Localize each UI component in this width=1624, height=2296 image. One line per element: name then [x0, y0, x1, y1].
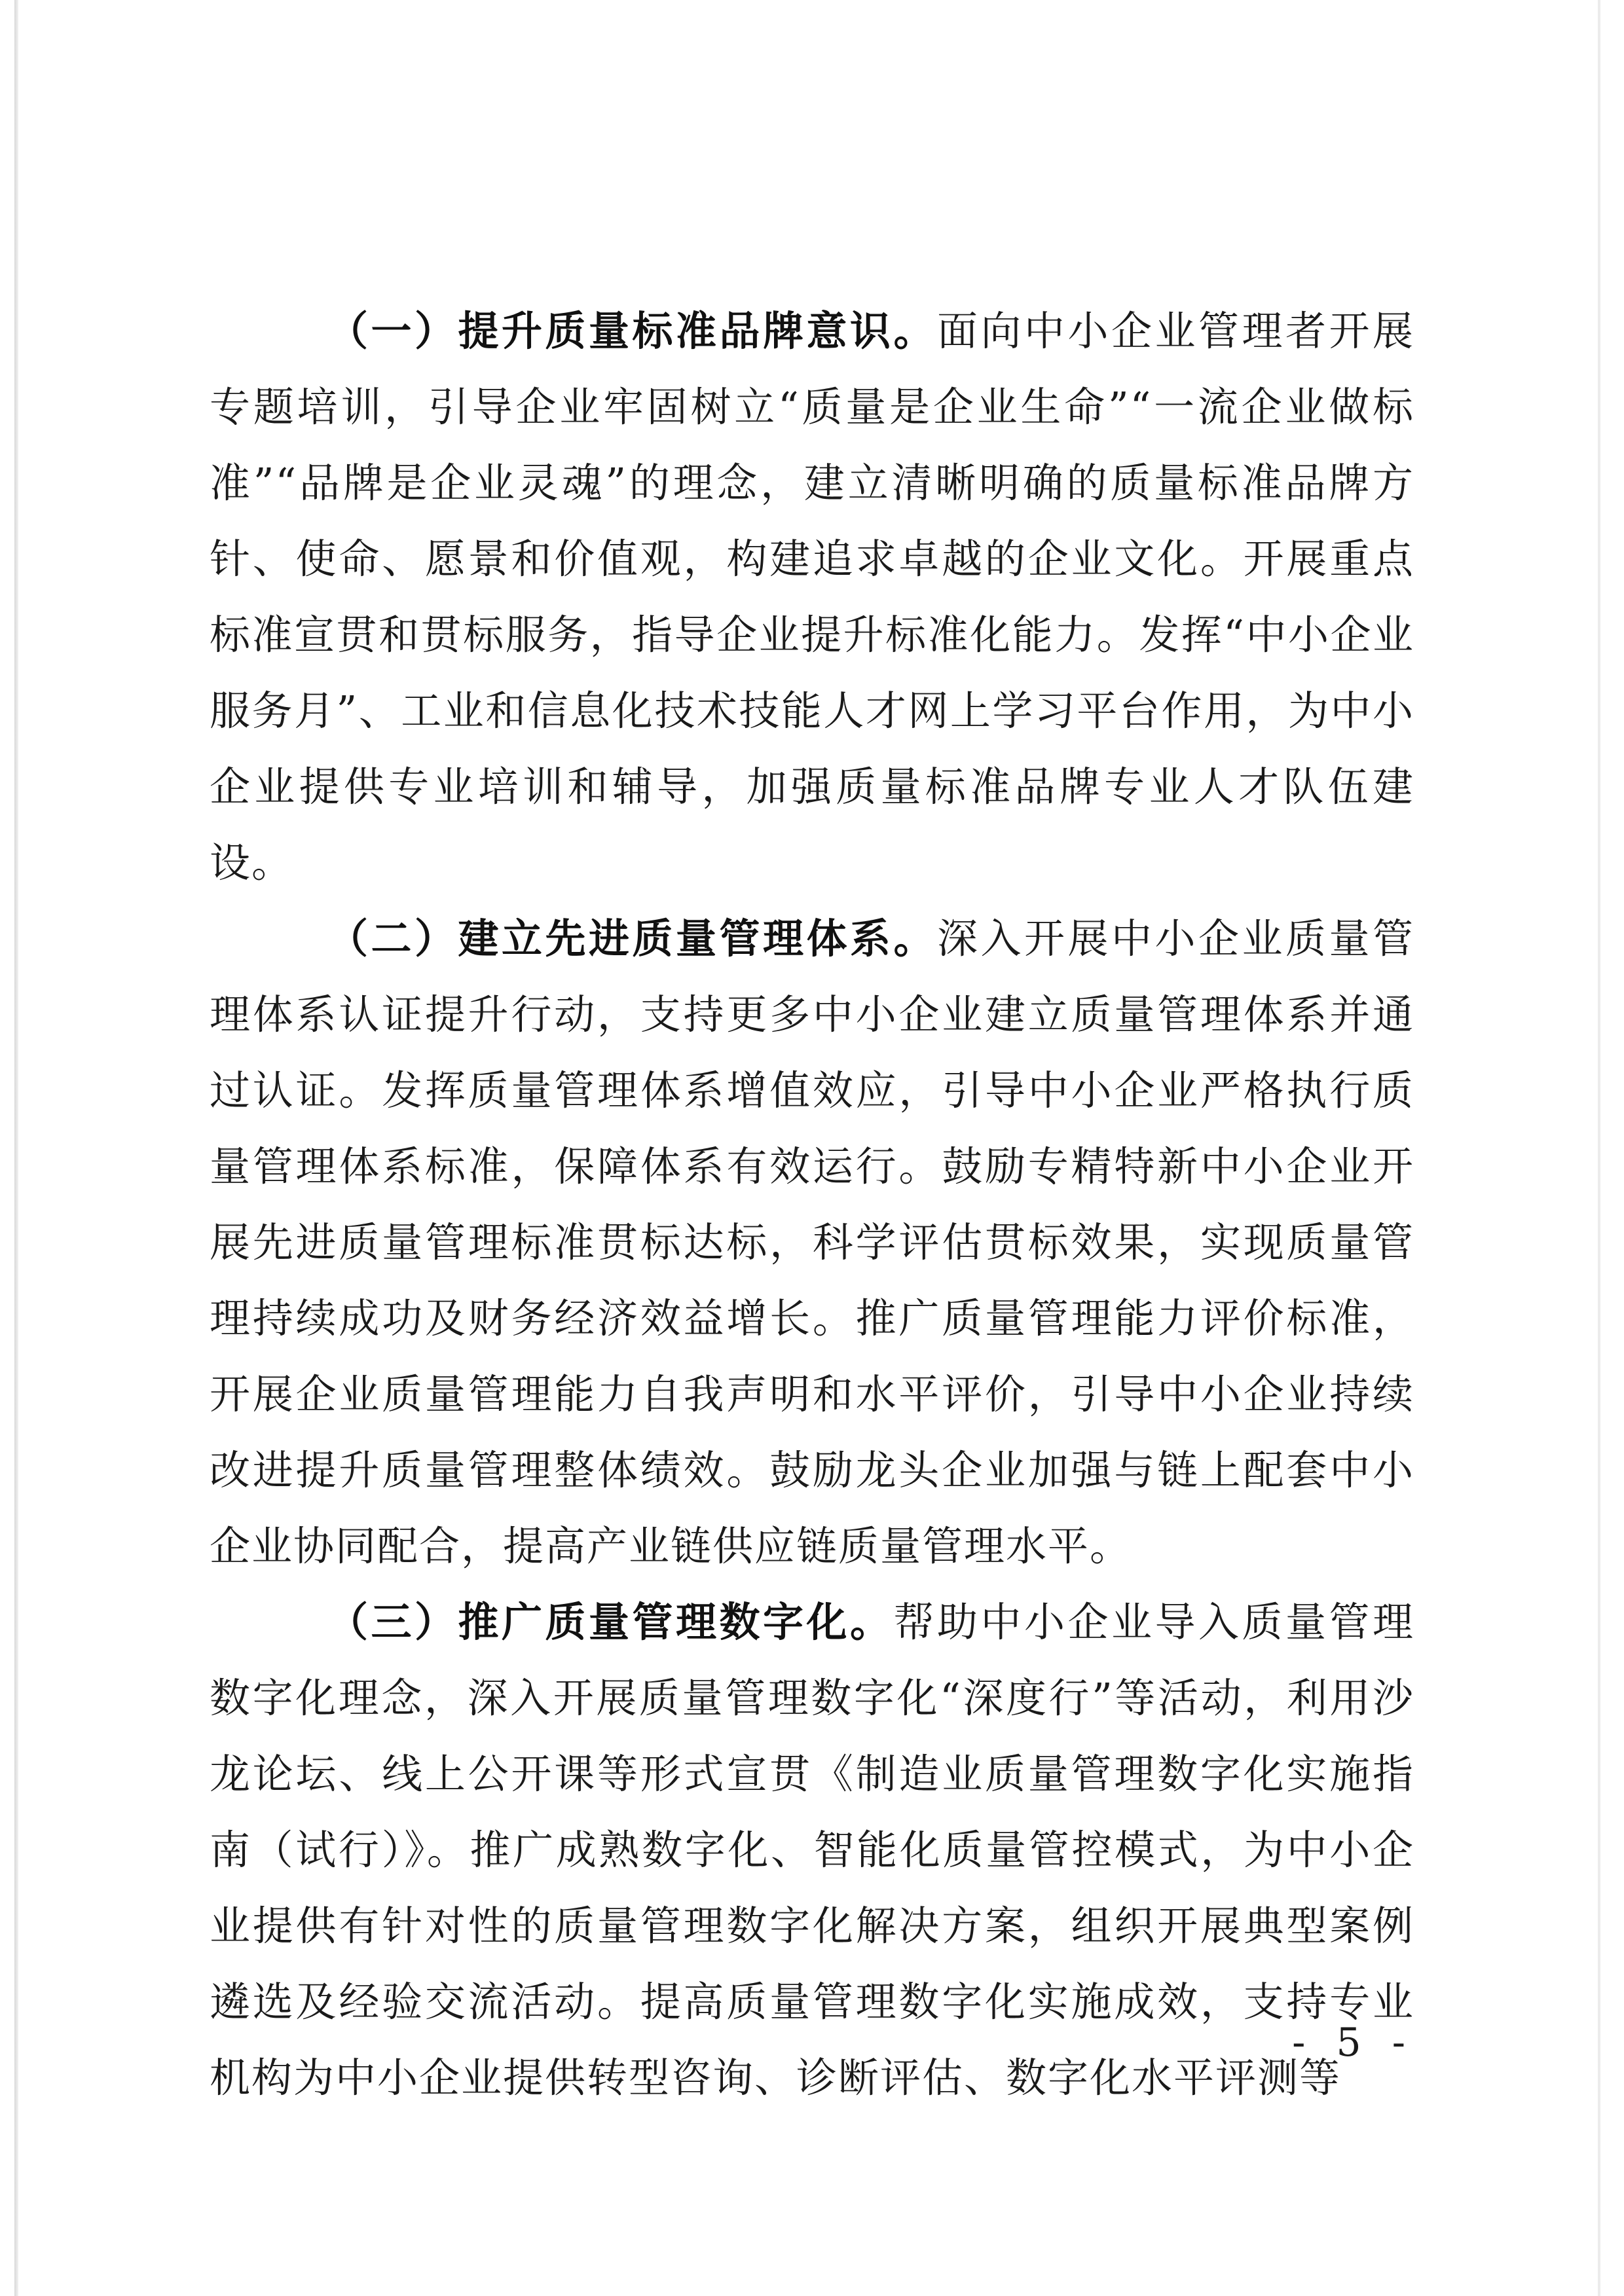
document-body — [210, 293, 1414, 2116]
paragraph-2-text: 深入开展中小企业质量管理体系认证提升行动，支持更多中小企业建立质量管理体系并通过认证。发挥质量管理体系增值效应，引导中小企业严格执行质量管理体系标准，保障体系有效运行。鼓励专精特新中小企业开展先进质量管理标准贯标达标，科学评估贯标效果，实现质量管理持续成功及财务经济效益增长。推广质量管理能力评价标准，开展企业质量管理能力自我声明和水平评价，引导中小企业持续改进提升质量管理整体绩效。鼓励龙头企业加强与链上配套中小企业协同配合，提高产业链供应链质量管理水平。 — [210, 915, 1414, 1570]
paragraph-1-text: 面向中小企业管理者开展专题培训，引导企业牢固树立“质量是企业生命”“一流企业做标准”“品牌是企业灵魂”的理念，建立清晰明确的质量标准品牌方针、使命、愿景和价值观，构建追求卓越的企业文化。开展重点标准宣贯和贯标服务，指导企业提升标准化能力。发挥“中小企业服务月”、工业和信息化技术技能人才网上学习平台作用，为中小企业提供专业培训和辅导，加强质量标准品牌专业人才队伍建设。 — [210, 307, 1414, 886]
paragraph-3-text: 帮助中小企业导入质量管理数字化理念，深入开展质量管理数字化“深度行”等活动，利用沙龙论坛、线上公开课等形式宣贯《制造业质量管理数字化实施指南（试行）》。推广成熟数字化、智能化质量管控模式，为中小企业提供有针对性的质量管理数字化解决方案，组织开展典型案例遴选及经验交流活动。提高质量管理数字化实施成效，支持专业机构为中小企业提供转型咨询、诊断评估、数字化水平评测等 — [210, 1598, 1414, 2102]
paragraph-2 — [210, 901, 1414, 1584]
paragraph-1 — [210, 293, 1414, 901]
scan-edge-left — [14, 0, 18, 2296]
paragraph-3-heading: （三）推广质量管理数字化。 — [327, 1598, 894, 1646]
page-number: - 5 - — [1292, 2020, 1414, 2066]
scan-edge-right — [1598, 0, 1600, 2296]
paragraph-2-heading: （二）建立先进质量管理体系。 — [327, 915, 937, 962]
paragraph-3 — [210, 1584, 1414, 2116]
paragraph-1-heading: （一）提升质量标准品牌意识。 — [327, 307, 937, 355]
